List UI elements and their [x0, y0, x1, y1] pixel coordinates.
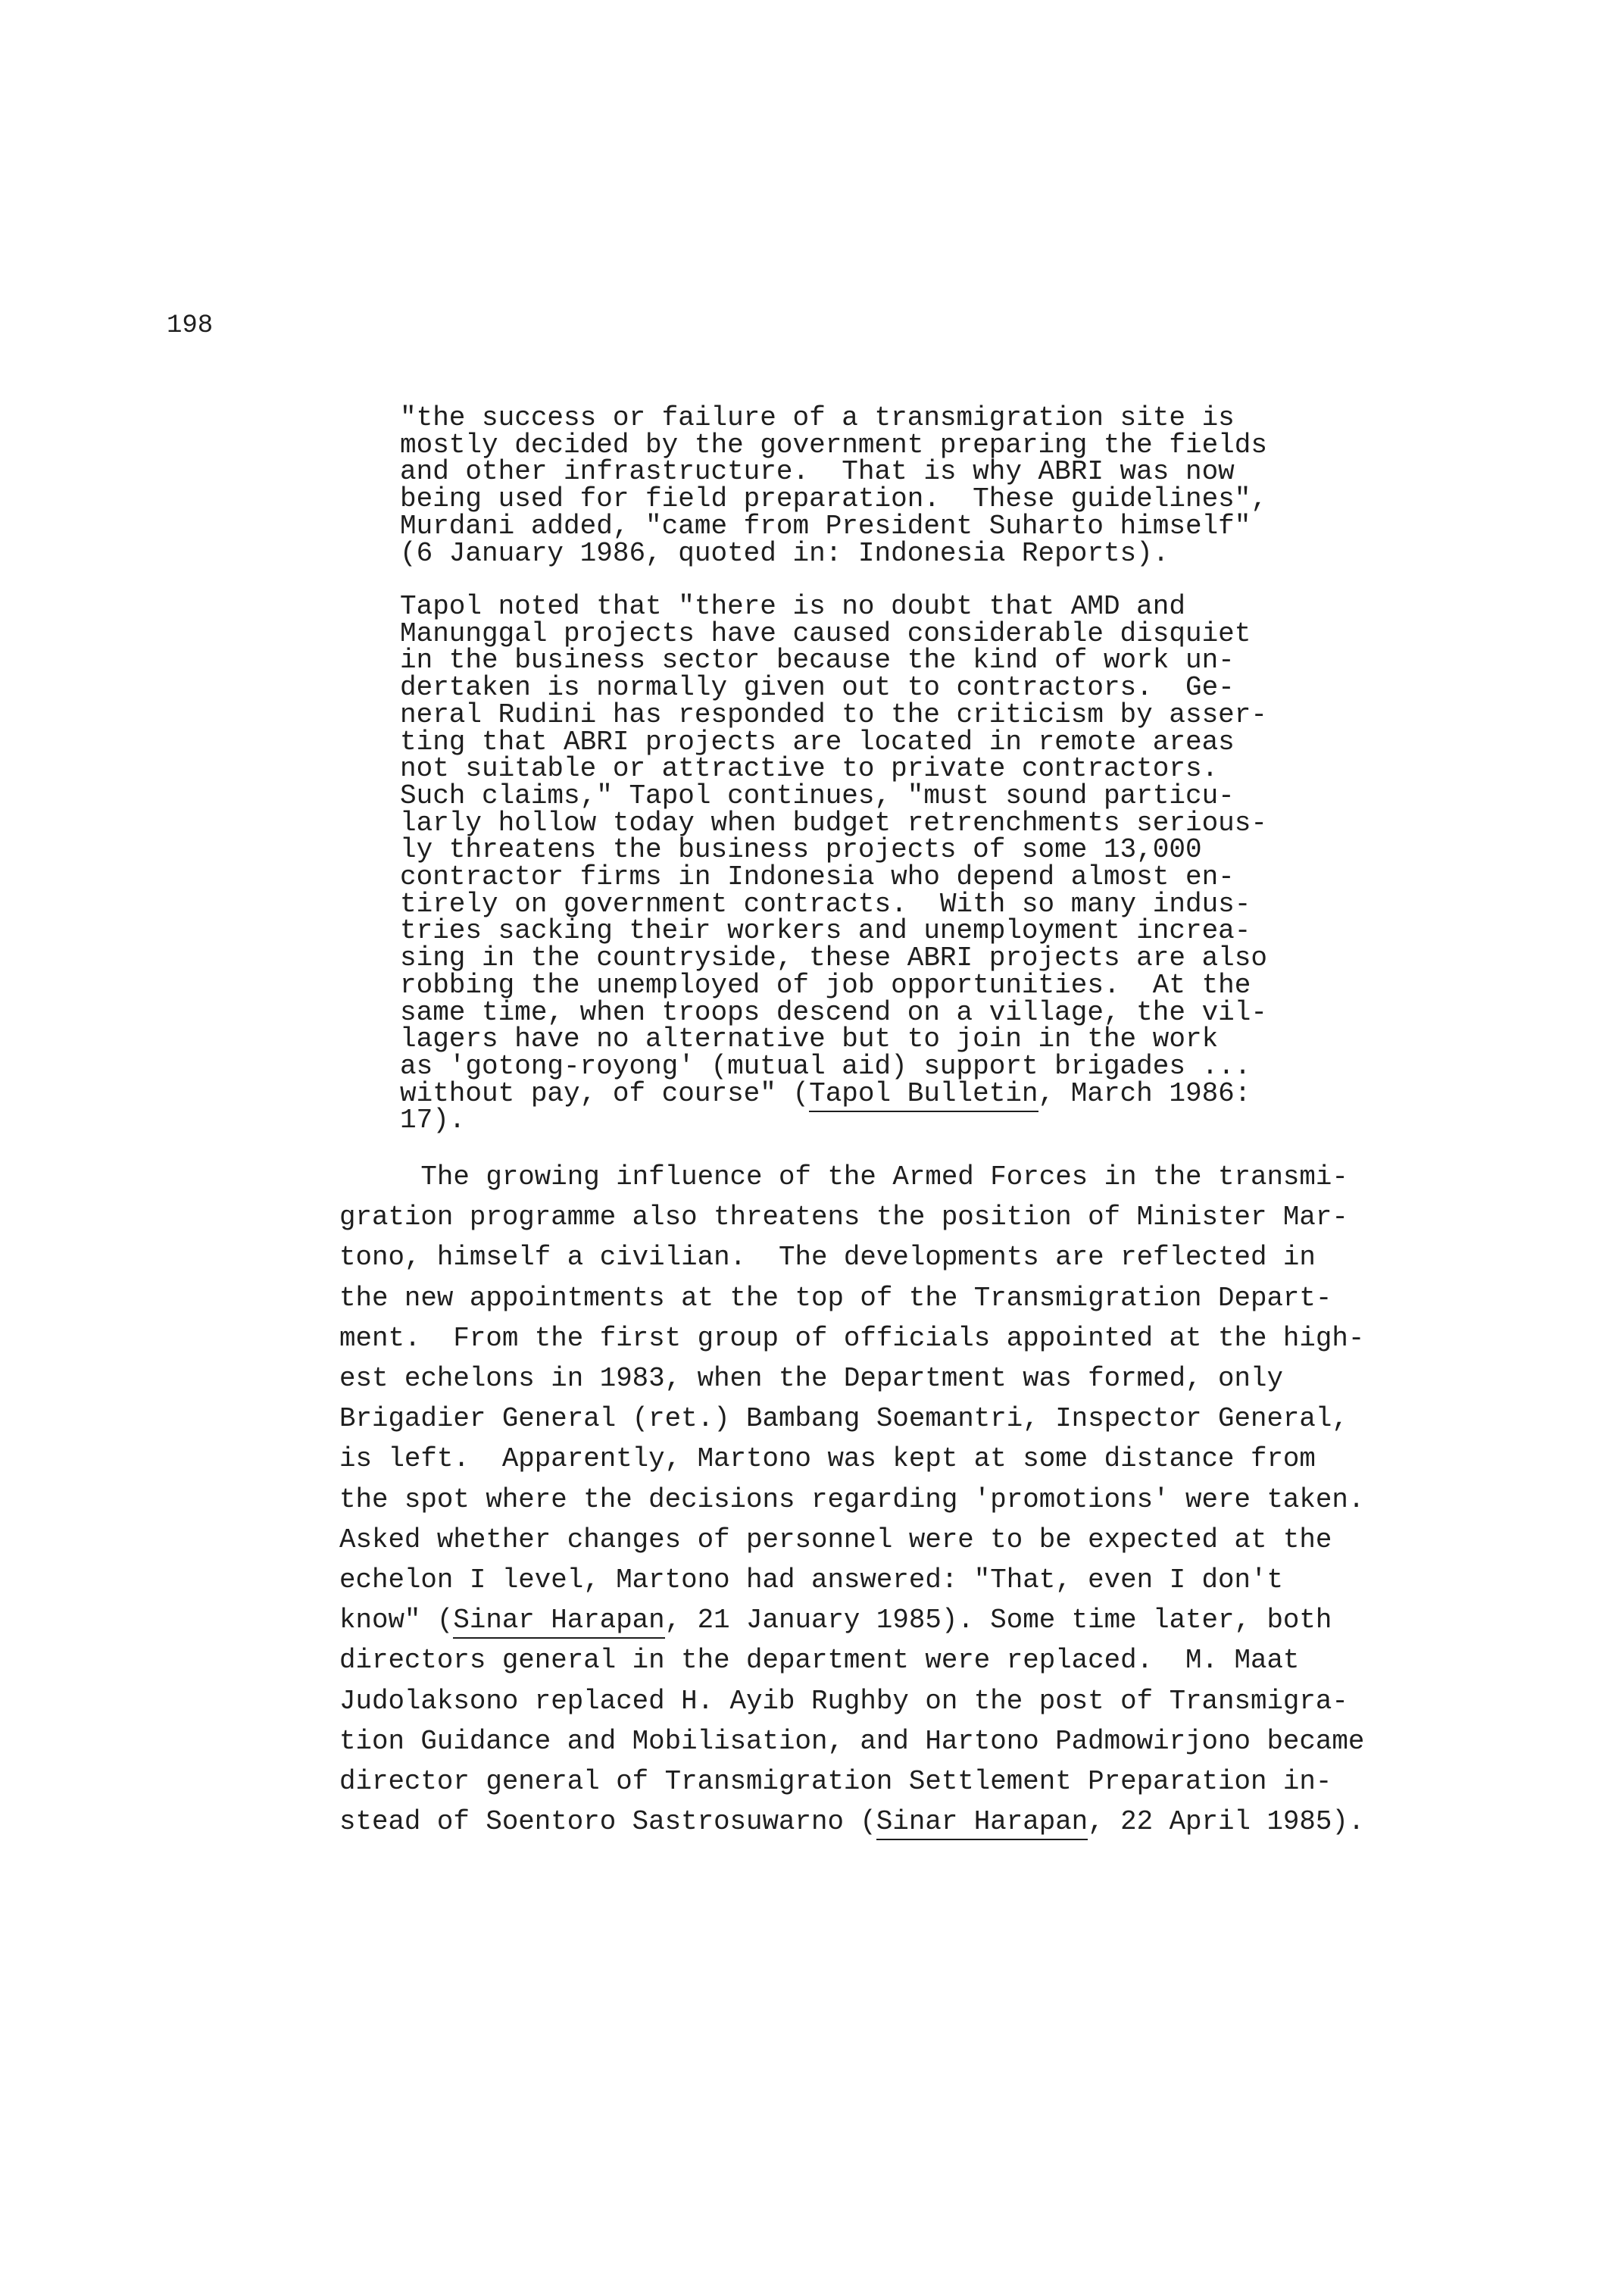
- text-line: without pay, of course" (Tapol Bulletin, March 1986:: [400, 1077, 1251, 1109]
- text-line: dertaken is normally given out to contractors. Ge-: [400, 672, 1235, 704]
- text-line: the new appointments at the top of the Transmigration Depart-: [339, 1282, 1332, 1314]
- text-line: ting that ABRI projects are located in remote areas: [400, 726, 1235, 758]
- text-line: lagers have no alternative but to join in the work: [400, 1024, 1219, 1055]
- text-line: mostly decided by the government preparing the fields: [400, 429, 1267, 461]
- text-line: Brigadier General (ret.) Bambang Soemantri, Inspector General,: [339, 1403, 1348, 1435]
- text-line: tono, himself a civilian. The developments are reflected in: [339, 1242, 1316, 1274]
- text-line: tries sacking their workers and unemployment increa-: [400, 915, 1251, 947]
- text-line: Such claims," Tapol continues, "must sound particu-: [400, 780, 1235, 811]
- text-line: "the success or failure of a transmigration site is: [400, 402, 1235, 433]
- text-line: (6 January 1986, quoted in: Indonesia Reports).: [400, 537, 1170, 569]
- text-line: est echelons in 1983, when the Department was formed, only: [339, 1363, 1283, 1395]
- text-line: and other infrastructure. That is why ABRI was now: [400, 456, 1235, 488]
- text-line: stead of Soentoro Sastrosuwarno (Sinar Harapan, 22 April 1985).: [339, 1806, 1365, 1838]
- text-line: robbing the unemployed of job opportunities. At the: [400, 969, 1251, 1001]
- text-line: Tapol noted that "there is no doubt that AMD and: [400, 591, 1185, 622]
- text-line: larly hollow today when budget retrenchments serious-: [400, 807, 1267, 839]
- text-line: Murdani added, "came from President Suharto himself": [400, 510, 1251, 542]
- text-line: neral Rudini has responded to the criticism by asser-: [400, 699, 1267, 730]
- block-quote-tapol: [400, 593, 1267, 1134]
- text-line: same time, when troops descend on a village, the vil-: [400, 996, 1267, 1028]
- text-line: as 'gotong-royong' (mutual aid) support brigades ...: [400, 1050, 1251, 1082]
- text-line: being used for field preparation. These guidelines",: [400, 483, 1267, 515]
- text-line: the spot where the decisions regarding 'promotions' were taken.: [339, 1483, 1365, 1515]
- text-line: not suitable or attractive to private contractors.: [400, 753, 1219, 785]
- text-line: 17).: [400, 1105, 466, 1136]
- body-paragraph: [339, 1157, 1364, 1842]
- text-line: echelon I level, Martono had answered: "That, even I don't: [339, 1564, 1283, 1596]
- text-line: contractor firms in Indonesia who depend almost en-: [400, 861, 1235, 893]
- text-line: Judolaksono replaced H. Ayib Rughby on the post of Transmigra-: [339, 1685, 1348, 1717]
- text-line: gration programme also threatens the position of Minister Mar-: [339, 1202, 1348, 1233]
- block-quote-murdani: [400, 402, 1267, 569]
- text-line: The growing influence of the Armed Forces in the transmi-: [339, 1161, 1348, 1192]
- text-line: tion Guidance and Mobilisation, and Hartono Padmowirjono became: [339, 1725, 1365, 1757]
- text-line: Manunggal projects have caused considerable disquiet: [400, 617, 1251, 649]
- text-line: know" (Sinar Harapan, 21 January 1985). Some time later, both: [339, 1605, 1332, 1636]
- text-line: directors general in the department were replaced. M. Maat: [339, 1645, 1300, 1677]
- text-line: is left. Apparently, Martono was kept at some distance from: [339, 1443, 1316, 1475]
- text-line: Asked whether changes of personnel were to be expected at the: [339, 1524, 1332, 1555]
- text-line: ly threatens the business projects of some 13,000: [400, 834, 1202, 866]
- text-line: director general of Transmigration Settlement Preparation in-: [339, 1766, 1332, 1798]
- text-line: ment. From the first group of officials appointed at the high-: [339, 1322, 1365, 1354]
- text-line: in the business sector because the kind of work un-: [400, 645, 1235, 677]
- text-line: tirely on government contracts. With so many indus-: [400, 888, 1251, 920]
- text-line: sing in the countryside, these ABRI projects are also: [400, 942, 1267, 974]
- page-number: 198: [167, 311, 214, 340]
